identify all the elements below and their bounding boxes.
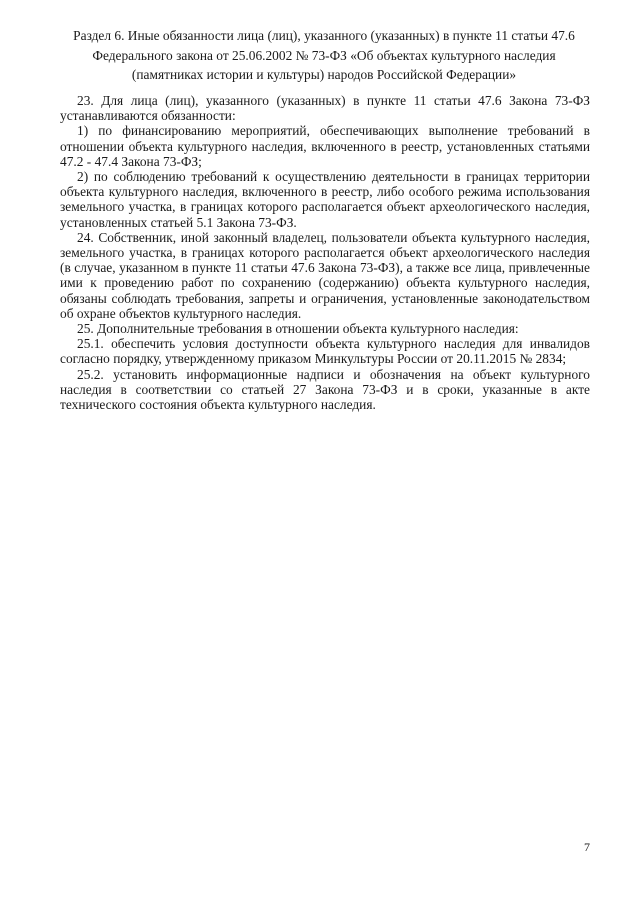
paragraph-25: 25. Дополнительные требования в отношении объекта культурного наследия: [77,321,519,337]
section-heading-line-3: (памятниках истории и культуры) народов Российской Федерации» [131,67,517,82]
document-body [60,93,590,412]
paragraph-23-item-2: 2) по соблюдению требований к осуществлению деятельности в границах территории объекта культурного наследия, включенного в реестр, либо особого режима использования земельного участка, в границах которого располагается объект археологического наследия, установленных статьей 5.1 Закона 73-ФЗ. [60,169,590,230]
paragraph-25-1: 25.1. обеспечить условия доступности объекта культурного наследия для инвалидов согласно порядку, утвержденному приказом Минкультуры России от 20.11.2015 № 2834; [60,336,590,367]
paragraph-24: 24. Собственник, иной законный владелец, пользователи объекта культурного наследия, земельного участка, в границах которого располагается объект археологического наследия (в случае, указанном в пункте 11 статьи 47.6 Закона 73-ФЗ), а также все лица, привлеченные ими к проведению работ по сохранению (содержанию) объекта культурного наследия, обязаны соблюдать требования, запреты и ограничения, установленные законодательством об охране объектов культурного наследия. [60,229,590,321]
section-heading [58,26,590,85]
paragraph-23: 23. Для лица (лиц), указанного (указанных) в пункте 11 статьи 47.6 Закона 73-ФЗ устанавливаются обязанности: [60,93,590,124]
page-number: 7 [584,840,590,854]
section-heading-line-1: Раздел 6. Иные обязанности лица (лиц), указанного (указанных) в пункте 11 статьи 47.6 [73,28,575,43]
paragraph-23-item-1: 1) по финансированию мероприятий, обеспечивающих выполнение требований в отношении объекта культурного наследия, включенного в реестр, установленных статьями 47.2 - 47.4 Закона 73-ФЗ; [60,123,590,169]
paragraph-25-2: 25.2. установить информационные надписи и обозначения на объект культурного наследия в соответствии со статьей 27 Закона 73-ФЗ и в сроки, указанные в акте технического состояния объекта культурного наследия. [60,366,590,413]
section-heading-line-2: Федерального закона от 25.06.2002 № 73-ФЗ «Об объектах культурного наследия [92,47,556,63]
